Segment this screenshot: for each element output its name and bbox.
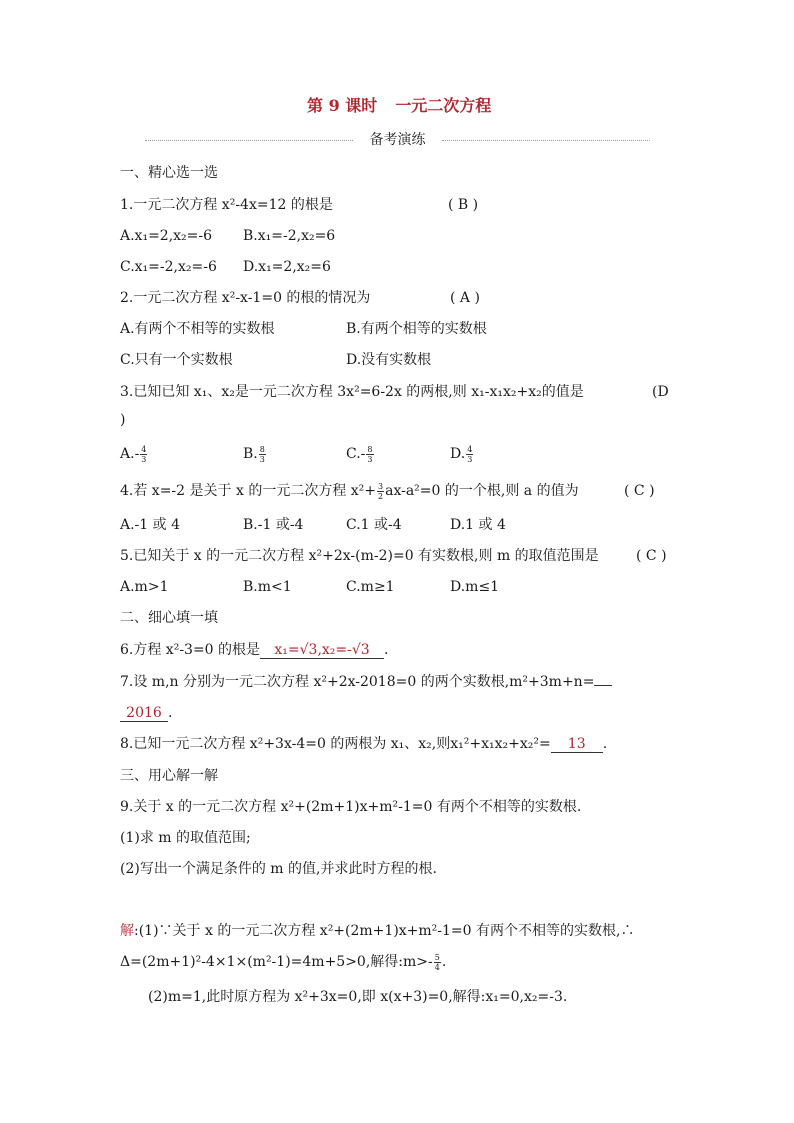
solution-line-1: 解:(1)∵关于 x 的一元二次方程 x²+(2m+1)x+m²-1=0 有两个不相等的实数根,∴ xyxy=(120,923,635,939)
question-2-option-b: B.有两个相等的实数根 xyxy=(346,321,487,337)
lesson-number: 第 9 课时 xyxy=(307,96,378,115)
question-1-stem: 1.一元二次方程 x²-4x=12 的根是 xyxy=(120,197,333,213)
question-3-option-c: C.- $\frac{8}{3}$ xyxy=(346,444,373,464)
question-1-option-c: C.x₁=-2,x₂=-6 xyxy=(120,259,217,275)
dotted-rule-right xyxy=(442,140,650,141)
question-5-option-d: D.m≤1 xyxy=(450,579,500,595)
section-heading-choice: 一、精心选一选 xyxy=(120,165,218,181)
question-5-option-a: A.m>1 xyxy=(120,579,169,595)
question-5-stem: 5.已知关于 x 的一元二次方程 x²+2x-(m-2)=0 有实数根,则 m 的取值范围是 xyxy=(120,548,599,564)
question-9-stem: 9.关于 x 的一元二次方程 x²+(2m+1)x+m²-1=0 有两个不相等的实数根. xyxy=(120,799,582,815)
question-9-part-1: (1)求 m 的取值范围; xyxy=(120,830,251,846)
question-4-stem: 4.若 x=-2 是关于 x 的一元二次方程 x²+ $\frac{3}{2}$ ax-a²=0 的一个根,则 a 的值为 xyxy=(120,481,579,501)
solution-line-3: (2)m=1,此时原方程为 x²+3x=0,即 x(x+3)=0,解得:x₁=0,x₂=-3. xyxy=(148,989,568,1005)
question-2-option-a: A.有两个不相等的实数根 xyxy=(120,321,275,337)
question-8-answer: 13 xyxy=(551,736,603,753)
question-6: 6.方程 x²-3=0 的根是 x₁=√3,x₂=-√3 . xyxy=(120,642,389,658)
subtitle-bar xyxy=(145,130,650,150)
lesson-topic: 一元二次方程 xyxy=(395,96,492,115)
question-1-option-d: D.x₁=2,x₂=6 xyxy=(243,259,331,275)
question-7-answer-line: 2016 . xyxy=(120,703,172,723)
question-9-part-2: (2)写出一个满足条件的 m 的值,并求此时方程的根. xyxy=(120,861,437,877)
solution-label: 解 xyxy=(120,923,134,939)
question-3-option-b: B. $\frac{8}{3}$ xyxy=(243,444,265,464)
question-5-option-b: B.m<1 xyxy=(243,579,292,595)
question-3-option-d: D. $\frac{4}{3}$ xyxy=(450,444,473,464)
solution-line-2: Δ=(2m+1)²-4×1×(m²-1)=4m+5>0,解得:m>- $\frac{5}{4}$ . xyxy=(120,952,447,972)
question-1-option-a: A.x₁=2,x₂=-6 xyxy=(120,228,213,244)
question-5-option-c: C.m≥1 xyxy=(346,579,395,595)
question-3-option-a: A.- $\frac{4}{3}$ xyxy=(120,444,147,464)
question-3-answer: (D xyxy=(652,384,669,400)
page-title xyxy=(307,96,491,116)
question-4-option-b: B.-1 或-4 xyxy=(243,517,304,533)
question-7-answer: 2016 xyxy=(120,705,168,722)
question-3-stem: 3.已知已知 x₁、x₂是一元二次方程 3x²=6-2x 的两根,则 x₁-x₁x₂+x₂的值是 xyxy=(120,384,584,400)
question-6-stem: 6.方程 x²-3=0 的根是 xyxy=(120,642,261,658)
question-8: 8.已知一元二次方程 x²+3x-4=0 的两根为 x₁、x₂,则x₁²+x₁x₂+x₂²= 13 . xyxy=(120,736,608,752)
question-6-answer: x₁=√3,x₂=-√3 xyxy=(260,642,384,659)
question-2-answer: ( A ) xyxy=(450,290,480,306)
question-2-option-c: C.只有一个实数根 xyxy=(120,352,233,368)
question-4-option-c: C.1 或-4 xyxy=(346,517,402,533)
question-1-option-b: B.x₁=-2,x₂=6 xyxy=(243,228,336,244)
question-4-answer: ( C ) xyxy=(624,483,655,499)
question-2-stem: 2.一元二次方程 x²-x-1=0 的根的情况为 xyxy=(120,290,371,306)
question-3-answer-close: ) xyxy=(120,412,126,428)
question-4-option-a: A.-1 或 4 xyxy=(120,517,181,533)
section-heading-fill: 二、细心填一填 xyxy=(120,610,218,626)
section-heading-solve: 三、用心解一解 xyxy=(120,768,218,784)
question-7-stem: 7.设 m,n 分别为一元二次方程 x²+2x-2018=0 的两个实数根,m²+3m+n= xyxy=(120,672,612,692)
subtitle: 备考演练 xyxy=(369,132,426,148)
question-1-answer: ( B ) xyxy=(448,197,479,213)
question-4-option-d: D.1 或 4 xyxy=(450,517,506,533)
question-2-option-d: D.没有实数根 xyxy=(346,352,432,368)
question-5-answer: ( C ) xyxy=(636,548,667,564)
